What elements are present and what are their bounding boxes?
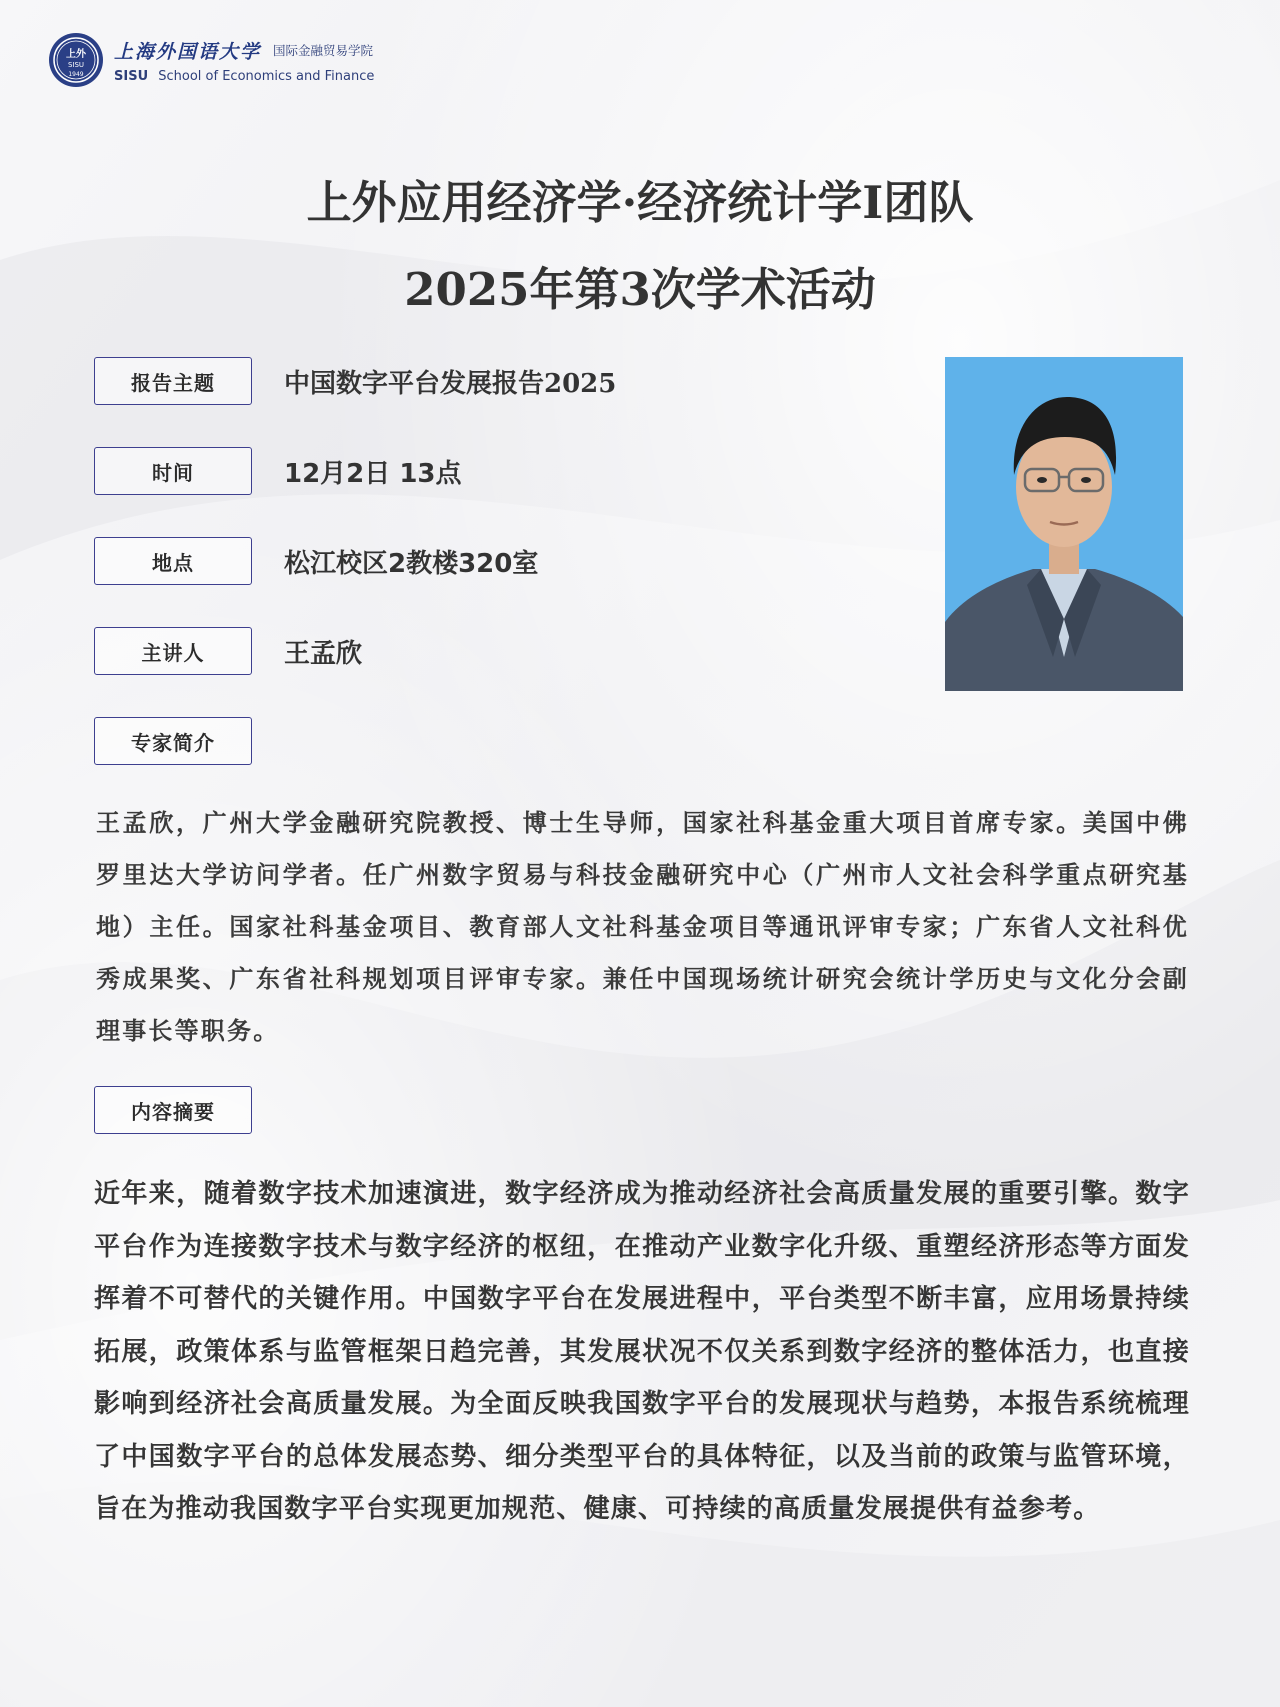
poster-title-line2: 2025年第3次学术活动	[404, 263, 876, 316]
school-logo	[48, 32, 374, 88]
bio-label: 专家简介	[94, 717, 252, 765]
svg-text:1949: 1949	[68, 71, 84, 78]
topic-value: 中国数字平台发展报告2025	[284, 368, 617, 399]
university-abbr: SISU	[114, 68, 149, 84]
topic-label: 报告主题	[94, 357, 252, 405]
abstract-paragraph: 近年来，随着数字技术加速演进，数字经济成为推动经济社会高质量发展的重要引擎。数字平台作为连接数字技术与数字经济的枢纽，在推动产业数字化升级、重塑经济形态等方面发挥着不可替代的关键作用。中国数字平台在发展进程中，平台类型不断丰富，应用场景持续拓展，政策体系与监管框架日趋完善，其发展状况不仅关系到数字经济的整体活力，也直接影响到经济社会高质量发展。为全面反映我国数字平台的发展现状与趋势，本报告系统梳理了中国数字平台的总体发展态势、细分类型平台的具体特征，以及当前的政策与监管环境，旨在为推动我国数字平台实现更加规范、健康、可持续的高质量发展提供有益参考。	[94, 1179, 1190, 1524]
department-name-en: School of Economics and Finance	[158, 68, 375, 84]
abstract-label: 内容摘要	[94, 1086, 252, 1134]
bio-paragraph: 王孟欣，广州大学金融研究院教授、博士生导师，国家社科基金重大项目首席专家。美国中佛罗里达大学访问学者。任广州数字贸易与科技金融研究中心（广州市人文社会科学重点研究基地）主任。国家社科基金项目、教育部人文社科基金项目等通讯评审专家；广东省人文社科优秀成果奖、广东省社科规划项目评审专家。兼任中国现场统计研究会统计学历史与文化分会副理事长等职务。	[96, 809, 1189, 1045]
university-name: 上海外国语大学	[114, 40, 262, 63]
time-value: 12月2日 13点	[284, 458, 462, 489]
university-seal-icon	[48, 32, 104, 88]
svg-text:上外: 上外	[66, 49, 86, 60]
speaker-label: 主讲人	[94, 627, 252, 675]
speaker-photo	[945, 357, 1183, 691]
department-name-cn: 国际金融贸易学院	[273, 43, 374, 58]
location-label: 地点	[94, 537, 252, 585]
time-label: 时间	[94, 447, 252, 495]
location-value: 松江校区2教楼320室	[284, 548, 539, 579]
speaker-value: 王孟欣	[284, 638, 363, 669]
svg-text:SISU: SISU	[67, 61, 85, 69]
speaker-portrait-icon	[945, 357, 1183, 691]
poster-title-line1: 上外应用经济学·经济统计学I团队	[306, 176, 974, 229]
